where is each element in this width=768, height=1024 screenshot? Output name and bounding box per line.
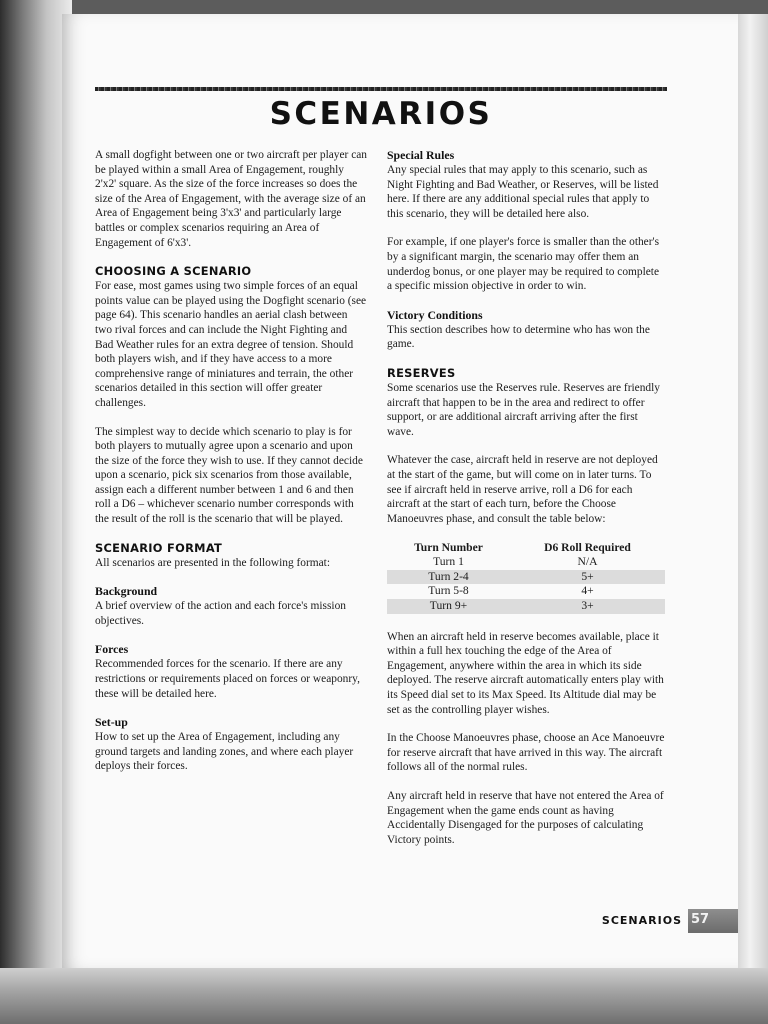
- reserves-heading: RESERVES: [387, 365, 456, 380]
- victory-conditions-heading: Victory Conditions: [387, 307, 483, 322]
- reserves-paragraph-1: Some scenarios use the Reserves rule. Reserves are friendly aircraft that happen to be in the area and redirect to offer support, or are additional aircraft arriving after the first wave.: [387, 381, 660, 438]
- reserves-paragraph-5: Any aircraft held in reserve that have not entered the Area of Engagement when the game ends count as having Accidentally Disengaged for the purposes of calculating Victory points.: [387, 790, 664, 846]
- choosing-paragraph-1: For ease, most games using two simple forces of an equal points value can be played using the Dogfight scenario (see page 64). This scenario handles an aerial clash between two rival forces and can include the Night Fighting and Bad Weather rules for an extra degree of tension. Should both players wish, and if they have access to a more comprehensive range of miniatures and terrain, the other scenarios detailed in this section will offer greater challenges.: [95, 280, 367, 409]
- special-rules-heading: Special Rules: [387, 148, 455, 162]
- title-rule: [95, 87, 667, 91]
- victory-conditions-paragraph: This section describes how to determine who has won the game.: [387, 323, 650, 351]
- table-header-turn: Turn Number: [414, 541, 483, 555]
- table-cell-turn: Turn 9+: [387, 599, 510, 614]
- table-cell-turn: Turn 5-8: [428, 584, 469, 598]
- reserves-paragraph-3: When an aircraft held in reserve becomes available, place it within a full hex touching the edge of the Area of Engagement, anywhere within the area in which its side deployed. The reserve aircraft automatically enters play with its Speed dial set to its Max Speed. Its Altitude dial may be set as the controlling player wishes.: [387, 630, 664, 716]
- scan-right-edge: [738, 14, 768, 974]
- page-number: 57: [691, 912, 710, 927]
- background-paragraph: A brief overview of the action and each force's mission objectives.: [95, 600, 346, 627]
- table-header-roll: D6 Roll Required: [544, 541, 631, 555]
- choosing-paragraph-2: The simplest way to decide which scenario to play is for both players to mutually agree upon a scenario and upon the size of the force they wish to use. If they cannot decide upon a scenario, pick six scenarios from those available, assign each a different number between 1 and 6 and then roll a D6 – whichever scenario number corresponds with the result of the roll is the scenario that will be played.: [95, 425, 363, 526]
- left-column: [95, 148, 367, 788]
- special-rules-paragraph-1: Any special rules that may apply to this scenario, such as Night Fighting and Bad Weather, or Reserves, will be listed here. If there are any additional special rules that apply to this scenario, they will be detailed here also.: [387, 164, 659, 220]
- table-row: [387, 555, 665, 570]
- right-column: [387, 148, 665, 861]
- table-cell-turn: Turn 1: [433, 555, 464, 569]
- page-title: SCENARIOS: [269, 96, 493, 132]
- reserves-paragraph-2: Whatever the case, aircraft held in reserve are not deployed at the start of the game, but will come on in later turns. To see if aircraft held in reserve arrive, roll a D6 for each aircraft at the start of each turn, before the Choose Manoeuvres phase, and consult the table below:: [387, 454, 658, 525]
- scan-top-edge: [0, 0, 768, 14]
- setup-paragraph: How to set up the Area of Engagement, including any ground targets and landing zones, and where each player deploys their forces.: [95, 731, 354, 773]
- setup-heading: Set-up: [95, 715, 128, 730]
- table-row: [387, 599, 665, 614]
- table-header-row: [387, 540, 665, 555]
- table-cell-roll: 5+: [510, 570, 665, 585]
- intro-paragraph: A small dogfight between one or two aircraft per player can be played within a small Area of Engagement, roughly 2'x2' square. As the size of the force increases so does the size of the Area of Engagement, with the average size of an Area of Engagement being 3'x3' and particularly large battles or complex scenarios requiring an Area of Engagement of 6'x3'.: [95, 149, 368, 249]
- reserves-paragraph-4: In the Choose Manoeuvres phase, choose an Ace Manoeuvre for reserve aircraft that have arrived in this way. The aircraft follows all of the normal rules.: [387, 732, 665, 774]
- footer-section-title: SCENARIOS: [601, 914, 682, 927]
- table-row: [387, 570, 665, 585]
- table-cell-turn: Turn 2-4: [387, 570, 510, 585]
- table-cell-roll: 3+: [510, 599, 665, 614]
- background-heading: Background: [95, 584, 158, 599]
- table-cell-roll: N/A: [577, 555, 598, 569]
- scan-bottom-edge: [0, 968, 768, 1024]
- forces-heading: Forces: [95, 642, 129, 657]
- forces-paragraph: Recommended forces for the scenario. If there are any restrictions or requirements placed on forces or weaponry, these will be detailed here.: [95, 658, 360, 700]
- choosing-scenario-heading: CHOOSING A SCENARIO: [95, 264, 252, 279]
- special-rules-paragraph-2: For example, if one player's force is smaller than the other's by a significant margin, the scenario may offer them an underdog bonus, or one player may be required to complete a specific mission objective in order to win.: [387, 236, 660, 293]
- table-row: [387, 584, 665, 599]
- scenario-format-paragraph: All scenarios are presented in the following format:: [95, 556, 331, 569]
- scenario-format-heading: SCENARIO FORMAT: [95, 540, 223, 555]
- table-cell-roll: 4+: [581, 584, 594, 598]
- reserve-table: [387, 540, 665, 613]
